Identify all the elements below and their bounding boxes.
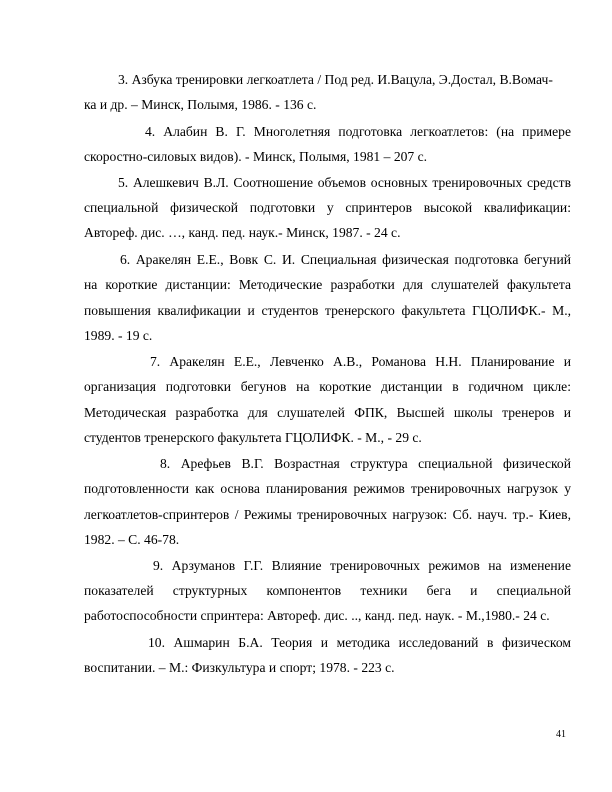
reference-8-line-3: легкоатлетов-спринтеров / Режимы тренировочных нагрузок: Сб. науч. тр.- Киев, xyxy=(84,507,571,522)
reference-6-line-4: 1989. - 19 с. xyxy=(84,328,153,343)
page-number: 41 xyxy=(556,729,566,740)
reference-7-line-1: 7. Аракелян Е.Е., Левченко А.В., Романова Н.Н. Планирование и xyxy=(150,354,571,369)
reference-8-line-2: подготовленности как основа планирования режимов тренировочных нагрузок у xyxy=(84,481,571,496)
reference-5-line-1: 5. Алешкевич В.Л. Соотношение объемов основных тренировочных средств xyxy=(118,175,571,190)
reference-6-line-1: 6. Аракелян Е.Е., Вовк С. И. Специальная физическая подготовка бегуний xyxy=(120,252,571,267)
reference-7-line-3: Методическая разработка для слушателей ФПК, Высшей школы тренеров и xyxy=(84,405,571,420)
reference-7-line-2: организация подготовки бегунов на короткие дистанции в годичном цикле: xyxy=(84,379,571,394)
reference-5-line-2: специальной физической подготовки у спринтеров высокой квалификации: xyxy=(84,200,571,215)
reference-9-line-1: 9. Арзуманов Г.Г. Влияние тренировочных режимов на изменение xyxy=(153,558,571,573)
reference-6-line-3: повышения квалификации и студентов тренерского факультета ГЦОЛИФК.- М., xyxy=(84,303,571,318)
reference-5-line-3: Автореф. дис. …, канд. пед. наук.- Минск, 1987. - 24 с. xyxy=(84,225,401,240)
reference-3-line-1: 3. Азбука тренировки легкоатлета / Под ред. И.Вацула, Э.Достал, В.Вомач- xyxy=(118,72,553,87)
reference-7-line-4: студентов тренерского факультета ГЦОЛИФК. - М., - 29 с. xyxy=(84,430,422,445)
reference-10-line-1: 10. Ашмарин Б.А. Теория и методика исследований в физическом xyxy=(148,635,571,650)
reference-8-line-4: 1982. – С. 46-78. xyxy=(84,532,180,547)
reference-3-line-2: ка и др. – Минск, Полымя, 1986. - 136 с. xyxy=(84,97,317,112)
reference-9-line-2: показателей структурных компонентов техники бега и специальной xyxy=(84,583,571,598)
reference-10-line-2: воспитании. – М.: Физкультура и спорт; 1978. - 223 с. xyxy=(84,660,395,675)
reference-9-line-3: работоспособности спринтера: Автореф. дис. .., канд. пед. наук. - М.,1980.- 24 с. xyxy=(84,608,550,623)
reference-8-line-1: 8. Арефьев В.Г. Возрастная структура специальной физической xyxy=(160,456,571,471)
reference-4-line-2: скоростно-силовых видов). - Минск, Полымя, 1981 – 207 с. xyxy=(84,149,428,164)
reference-4-line-1: 4. Алабин В. Г. Многолетняя подготовка легкоатлетов: (на примере xyxy=(145,124,571,139)
reference-6-line-2: на короткие дистанции: Методические разработки для слушателей факультета xyxy=(84,277,571,292)
